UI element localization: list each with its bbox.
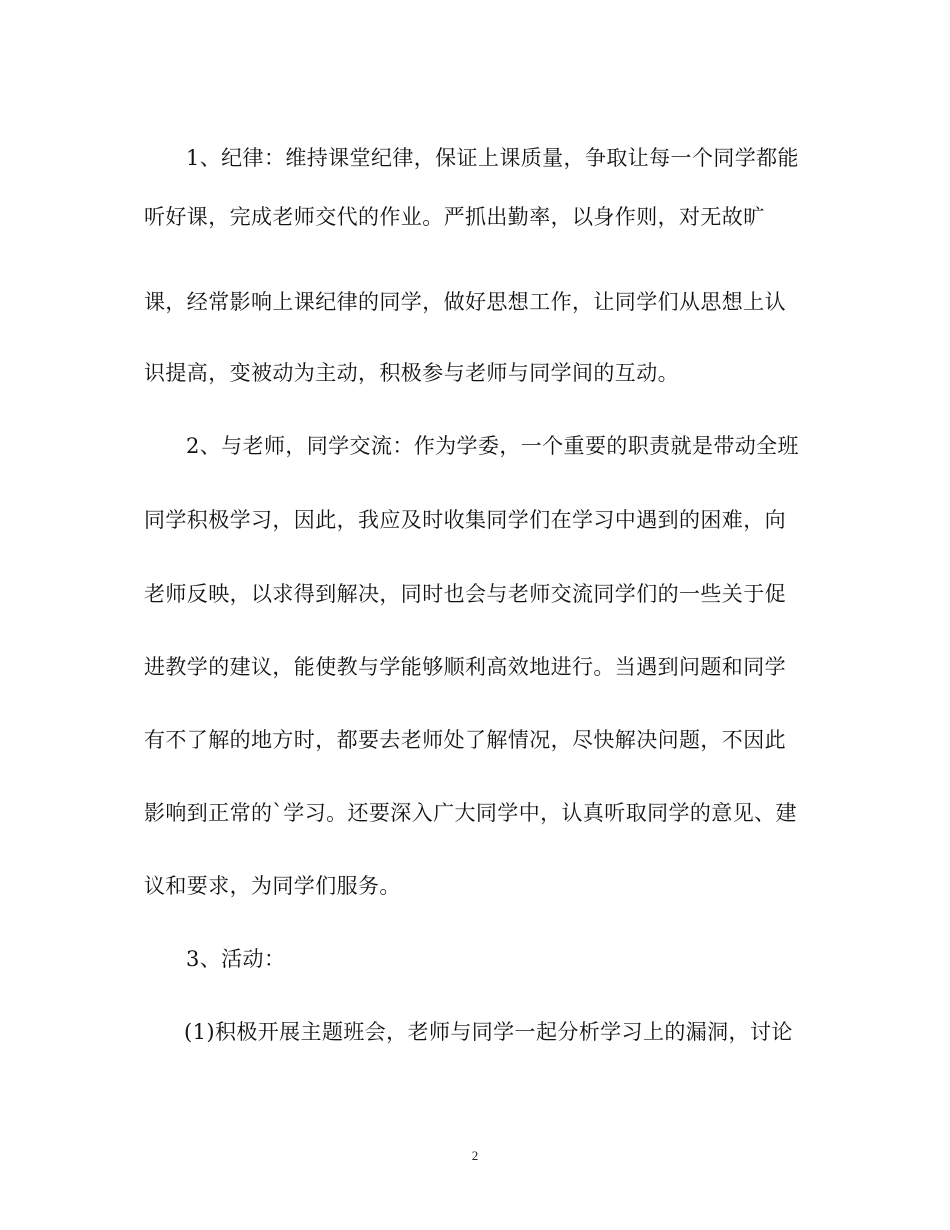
paragraph-1-line-1: 1、纪律：维持课堂纪律，保证上课质量，争取让每一个同学都能	[186, 146, 799, 170]
paragraph-2-line-6: 影响到正常的`学习。还要深入广大同学中，认真听取同学的意见、建	[144, 801, 797, 825]
paragraph-2-line-4: 进教学的建议，能使教与学能够顺利高效地进行。当遇到问题和同学	[144, 655, 786, 679]
paragraph-2-line-2: 同学积极学习，因此，我应及时收集同学们在学习中遇到的困难，向	[144, 508, 786, 532]
paragraph-1-line-4: 识提高，变被动为主动，积极参与老师与同学间的互动。	[144, 361, 679, 385]
paragraph-2-line-7: 议和要求，为同学们服务。	[144, 874, 401, 898]
paragraph-3-line-1: 3、活动：	[186, 947, 286, 971]
paragraph-1-line-2: 听好课，完成老师交代的作业。严抓出勤率，以身作则，对无故旷	[144, 205, 765, 229]
page-number: 2	[471, 1148, 479, 1163]
paragraph-2-line-5: 有不了解的地方时，都要去老师处了解情况，尽快解决问题，不因此	[144, 728, 786, 752]
paragraph-4-line-1: (1)积极开展主题班会，老师与同学一起分析学习上的漏洞，讨论	[184, 1020, 793, 1044]
paragraph-1-line-3: 课，经常影响上课纪律的同学，做好思想工作，让同学们从思想上认	[144, 290, 786, 314]
paragraph-2-line-3: 老师反映，以求得到解决，同时也会与老师交流同学们的一些关于促	[144, 582, 786, 606]
paragraph-2-line-1: 2、与老师，同学交流：作为学委，一个重要的职责就是带动全班	[186, 434, 799, 458]
